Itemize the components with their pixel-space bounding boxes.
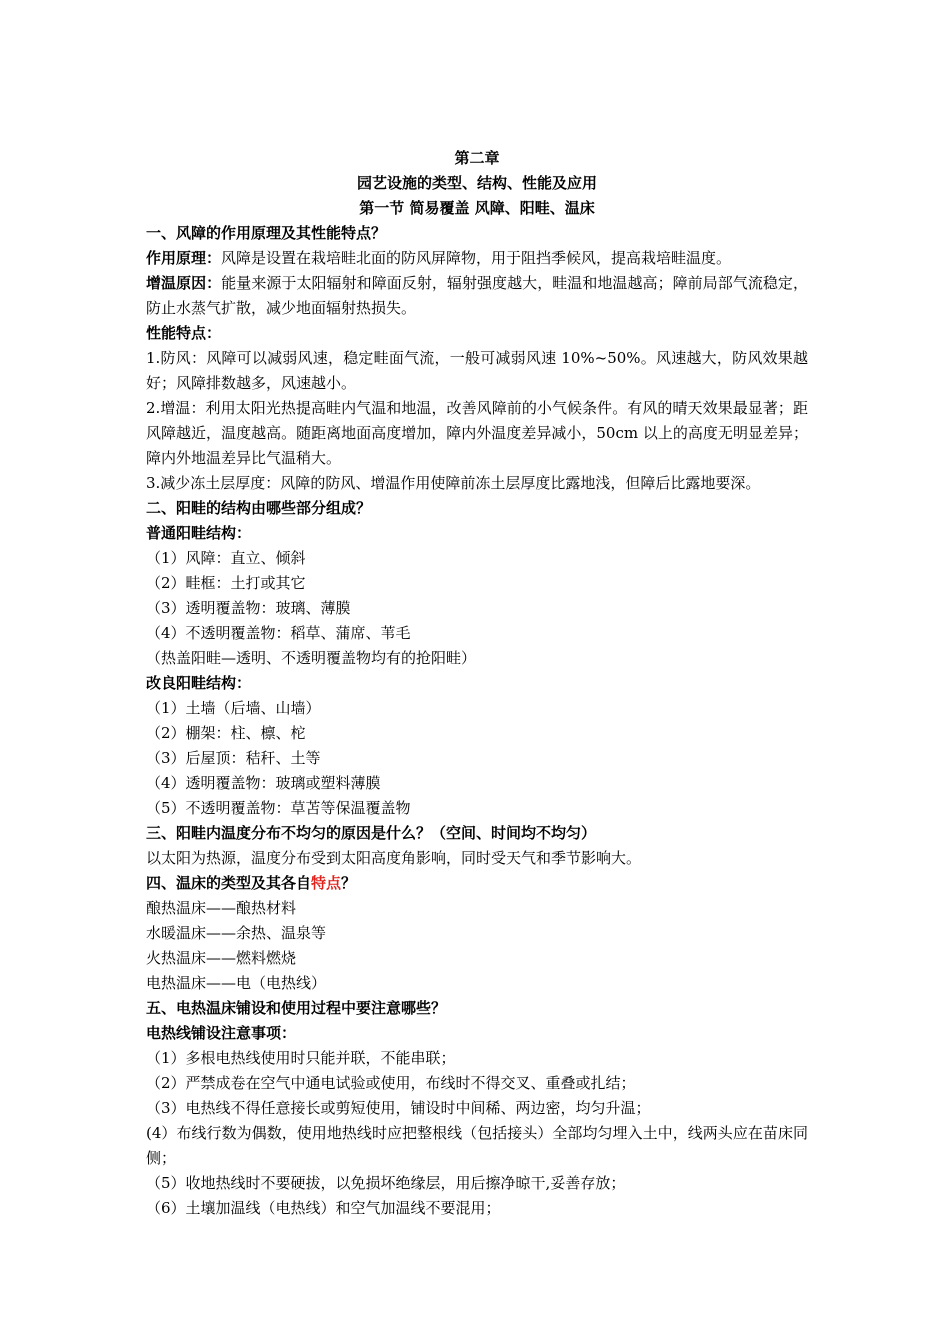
list-item: （5）不透明覆盖物：草苫等保温覆盖物 bbox=[146, 799, 411, 817]
q5-heading: 五、电热温床铺设和使用过程中要注意哪些？ bbox=[146, 999, 447, 1017]
q1-warm-label: 增温原因： bbox=[146, 274, 222, 292]
list-item: （2）棚架：柱、檩、柁 bbox=[146, 724, 306, 742]
q3-text: 以太阳为热源，温度分布受到太阳高度角影响，同时受天气和季节影响大。 bbox=[146, 849, 642, 867]
list-item: 水暖温床——余热、温泉等 bbox=[146, 924, 327, 942]
list-item: （3）电热线不得任意接长或剪短使用，铺设时中间稀、两边密，均匀升温； bbox=[146, 1099, 651, 1117]
q4-heading-post: ？ bbox=[341, 874, 357, 892]
q4-heading-pre: 四、温床的类型及其各自 bbox=[146, 874, 312, 892]
list-item: （3）透明覆盖物：玻璃、薄膜 bbox=[146, 599, 351, 617]
document-page bbox=[146, 146, 808, 1221]
list-item: （2）畦框：土打或其它 bbox=[146, 574, 306, 592]
list-item: 酿热温床——酿热材料 bbox=[146, 899, 297, 917]
q5-sub-label: 电热线铺设注意事项： bbox=[146, 1024, 297, 1042]
list-item: （4）透明覆盖物：玻璃或塑料薄膜 bbox=[146, 774, 381, 792]
q1-principle bbox=[146, 246, 808, 271]
q2-heading: 二、阳畦的结构由哪些部分组成？ bbox=[146, 499, 372, 517]
list-item: （1）多根电热线使用时只能并联，不能串联； bbox=[146, 1049, 456, 1067]
q3-heading: 三、阳畦内温度分布不均匀的原因是什么？（空间、时间均不均匀） bbox=[146, 824, 597, 842]
list-item: （3）后屋顶：秸秆、土等 bbox=[146, 749, 321, 767]
chapter-title: 第二章 bbox=[454, 149, 500, 167]
q4-heading bbox=[146, 871, 808, 896]
list-item: （6）土壤加温线（电热线）和空气加温线不要混用； bbox=[146, 1199, 501, 1217]
q1-feature-2: 2.增温：利用太阳光热提高畦内气温和地温，改善风障前的小气候条件。有风的晴天效果最显著；距风障越近，温度越高。随距离地面高度增加，障内外温度差异减小，50cm 以上的高度无明显差异；障内外地温差异比气温稍大。 bbox=[146, 399, 808, 467]
q1-warm-text: 能量来源于太阳辐射和障面反射，辐射强度越大，畦温和地温越高；障前局部气流稳定，防止水蒸气扩散，减少地面辐射热损失。 bbox=[146, 274, 808, 317]
chapter-subtitle: 园艺设施的类型、结构、性能及应用 bbox=[356, 174, 597, 192]
q2-improved-label: 改良阳畦结构： bbox=[146, 674, 252, 692]
q1-warm bbox=[146, 271, 808, 321]
q1-principle-text: 风障是设置在栽培畦北面的防风屏障物，用于阻挡季候风，提高栽培畦温度。 bbox=[221, 249, 732, 267]
q1-feature-3: 3.减少冻土层厚度：风障的防风、增温作用使障前冻土层厚度比露地浅，但障后比露地要深。 bbox=[146, 474, 761, 492]
q1-features-label: 性能特点： bbox=[146, 324, 222, 342]
list-item: （1）土墙（后墙、山墙） bbox=[146, 699, 321, 717]
list-item: (4）布线行数为偶数，使用地热线时应把整根线（包括接头）全部均匀埋入土中，线两头应在苗床同侧； bbox=[146, 1124, 808, 1167]
section-title: 第一节 简易覆盖 风障、阳畦、温床 bbox=[359, 199, 595, 217]
list-item: （5）收地热线时不要硬拔，以免损坏绝缘层，用后擦净晾干,妥善存放； bbox=[146, 1174, 626, 1192]
q1-heading: 一、风障的作用原理及其性能特点？ bbox=[146, 224, 387, 242]
q1-principle-label: 作用原理： bbox=[146, 249, 222, 267]
list-item: （4）不透明覆盖物：稻草、蒲席、苇毛 bbox=[146, 624, 411, 642]
q2-normal-note: （热盖阳畦—透明、不透明覆盖物均有的抢阳畦） bbox=[146, 649, 477, 667]
list-item: （1）风障：直立、倾斜 bbox=[146, 549, 306, 567]
list-item: 电热温床——电（电热线） bbox=[146, 974, 327, 992]
q2-normal-label: 普通阳畦结构： bbox=[146, 524, 252, 542]
q1-feature-1: 1.防风：风障可以减弱风速，稳定畦面气流，一般可减弱风速 10%~50%。风速越大，防风效果越好；风障排数越多，风速越小。 bbox=[146, 349, 808, 392]
q4-heading-highlight: 特点 bbox=[311, 874, 342, 892]
list-item: （2）严禁成卷在空气中通电试验或使用，布线时不得交叉、重叠或扎结； bbox=[146, 1074, 636, 1092]
list-item: 火热温床——燃料燃烧 bbox=[146, 949, 297, 967]
